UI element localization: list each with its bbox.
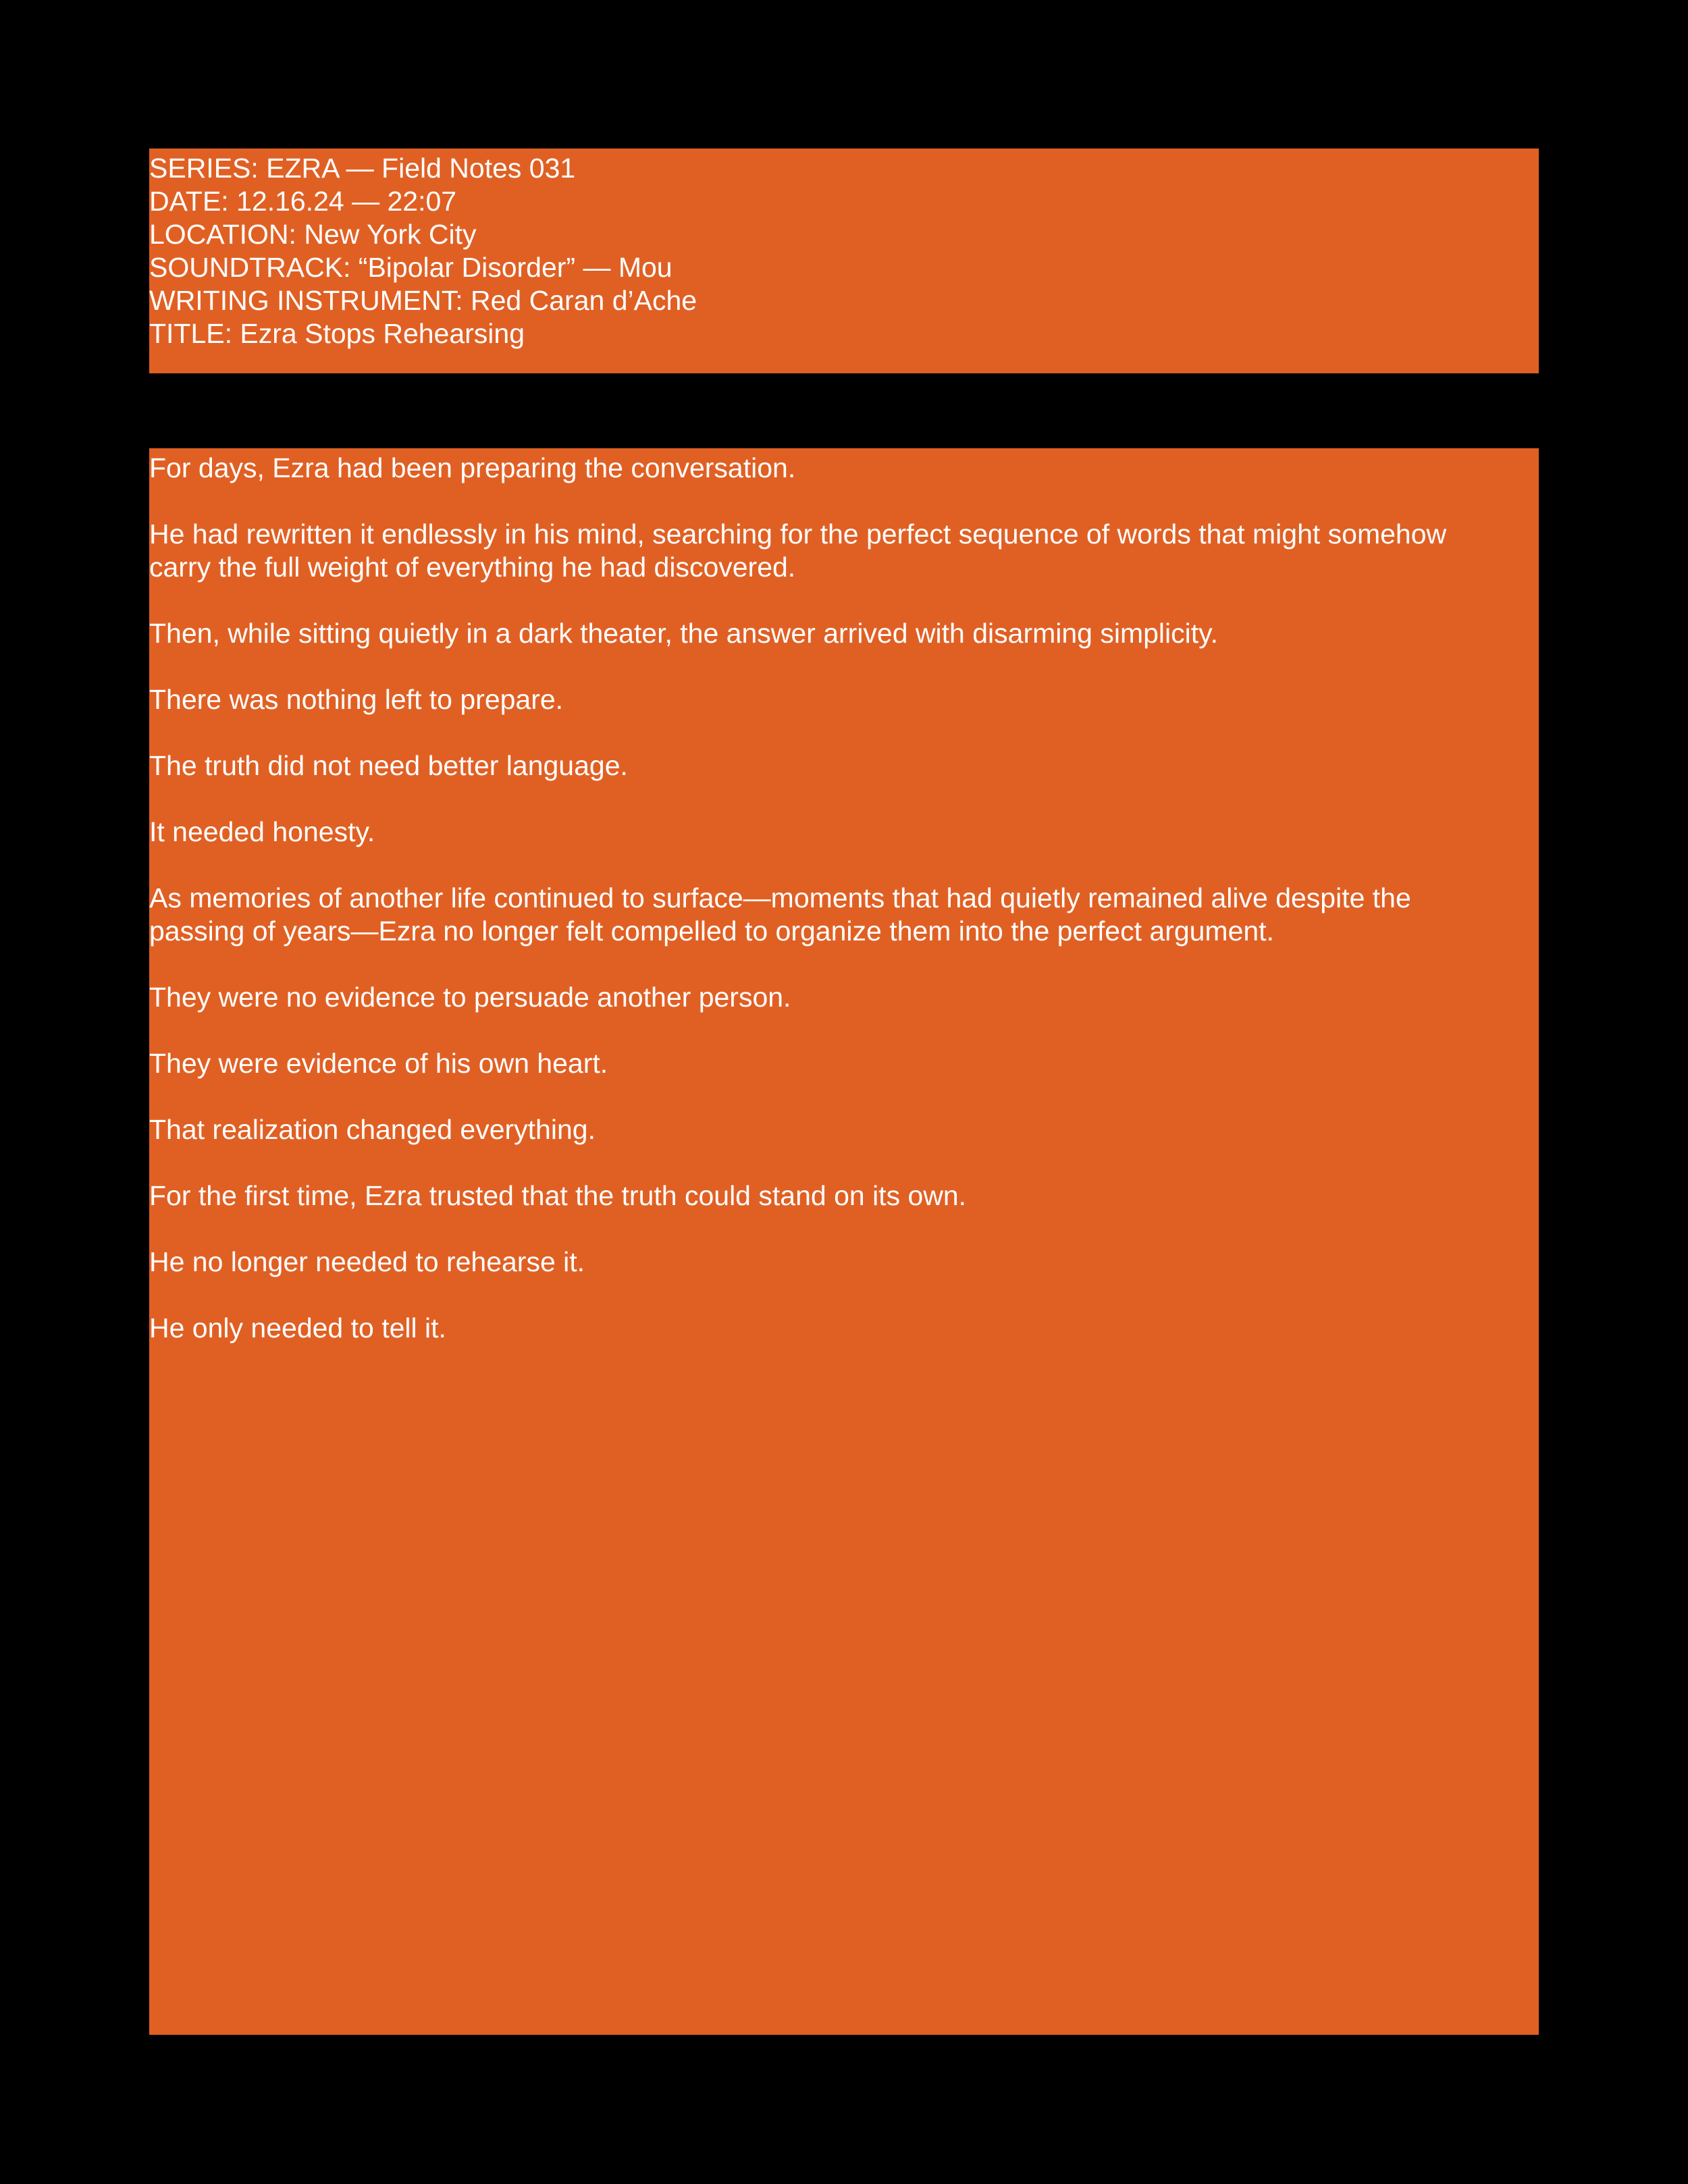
paragraph: That realization changed everything. [149,1114,596,1145]
writing-instrument-line: WRITING INSTRUMENT: Red Caran d’Ache [149,285,697,316]
paragraph: There was nothing left to prepare. [149,684,564,715]
date-line: DATE: 12.16.24 — 22:07 [149,186,457,217]
paragraph: He no longer needed to rehearse it. [149,1246,585,1277]
paragraph: Then, while sitting quietly in a dark theater, the answer arrived with disarming simplicity. [149,618,1218,649]
paragraph: It needed honesty. [149,816,375,847]
paragraph: They were evidence of his own heart. [149,1048,608,1079]
location-line: LOCATION: New York City [149,219,477,250]
paragraph: For the first time, Ezra trusted that the truth could stand on its own. [149,1180,967,1211]
paragraph: The truth did not need better language. [149,750,628,781]
paragraph: He had rewritten it endlessly in his mind, searching for the perfect sequence of words that might somehow carry the full weight of everything he had discovered. [149,518,1447,583]
paragraph: As memories of another life continued to surface—moments that had quietly remained alive despite the passing of years—Ezra no longer felt compelled to organize them into the perfect argument. [149,882,1411,947]
metadata-list [149,149,1539,350]
soundtrack-line: SOUNDTRACK: “Bipolar Disorder” — Mou [149,252,672,283]
paragraph: They were no evidence to persuade another person. [149,982,791,1013]
metadata-panel [149,149,1539,373]
paragraph: For days, Ezra had been preparing the conversation. [149,452,796,483]
body-text [149,448,1539,1345]
paragraph: He only needed to tell it. [149,1312,446,1343]
title-line: TITLE: Ezra Stops Rehearsing [149,318,525,349]
series-line: SERIES: EZRA — Field Notes 031 [149,153,576,184]
body-panel [149,448,1539,2035]
